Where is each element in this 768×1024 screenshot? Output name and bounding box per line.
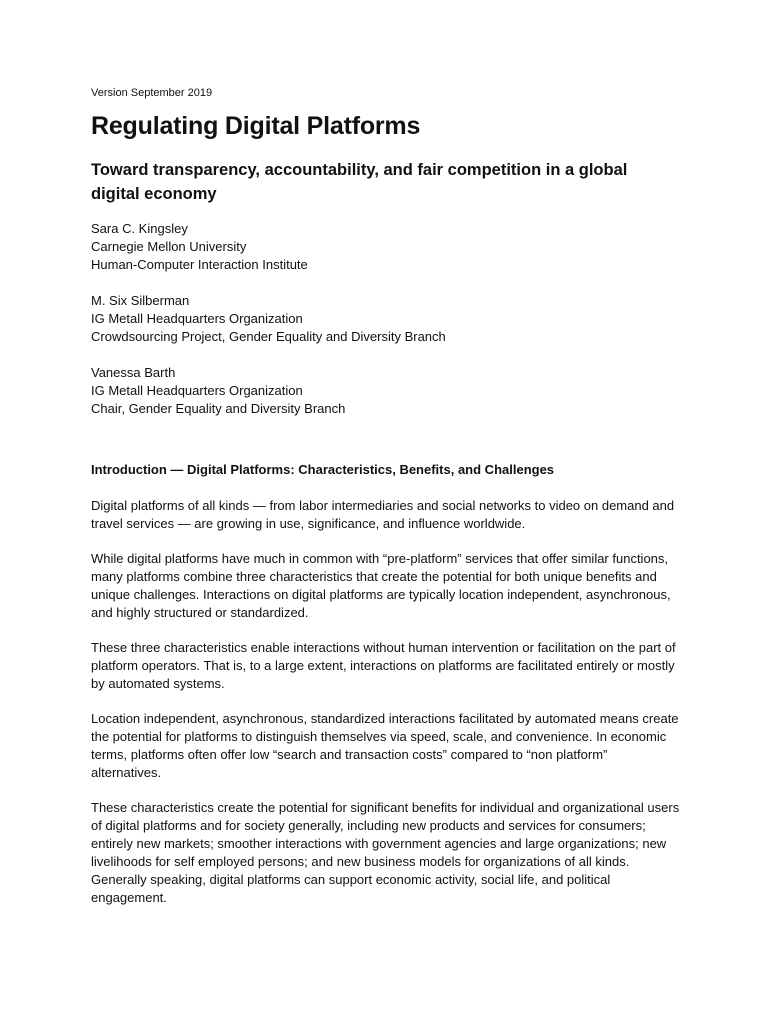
body-paragraph: Location independent, asynchronous, standardized interactions facilitated by automated means create the potential for platforms to distinguish themselves via speed, scale, and convenience. In economic terms, platforms often offer low “search and transaction costs” compared to “non platform” alternatives. bbox=[91, 711, 679, 780]
document-subtitle: Toward transparency, accountability, and fair competition in a global digital economy bbox=[91, 161, 628, 203]
author-affiliation: Crowdsourcing Project, Gender Equality and Diversity Branch bbox=[91, 329, 446, 344]
author-affiliation: IG Metall Headquarters Organization bbox=[91, 311, 303, 326]
author-name: Sara C. Kingsley bbox=[91, 221, 188, 236]
author-affiliation: Human-Computer Interaction Institute bbox=[91, 257, 308, 272]
document-title: Regulating Digital Platforms bbox=[91, 112, 421, 140]
author-name: Vanessa Barth bbox=[91, 365, 176, 380]
author-affiliation: Carnegie Mellon University bbox=[91, 239, 247, 254]
version-label: Version September 2019 bbox=[91, 87, 213, 99]
author-name: M. Six Silberman bbox=[91, 293, 190, 308]
author-affiliation: IG Metall Headquarters Organization bbox=[91, 383, 303, 398]
body-paragraph: These three characteristics enable interactions without human intervention or facilitation on the part of platform operators. That is, to a large extent, interactions on platforms are facilitated entirely or mostly by automated systems. bbox=[91, 640, 676, 691]
body-paragraph: These characteristics create the potential for significant benefits for individual and organizational users of digital platforms and for society generally, including new products and services for consumers; entirely new markets; smoother interactions with government agencies and large organizations; new livelihoods for self employed persons; and new business models for organizations of all kinds. Generally speaking, digital platforms can support economic activity, social life, and political engagement. bbox=[91, 800, 680, 905]
body-paragraph: While digital platforms have much in common with “pre-platform” services that offer similar functions, many platforms combine three characteristics that create the potential for both unique benefits and unique challenges. Interactions on digital platforms are typically location independent, asynchronous, and highly structured or standardized. bbox=[91, 551, 671, 620]
body-paragraph: Digital platforms of all kinds — from labor intermediaries and social networks to video on demand and travel services — are growing in use, significance, and influence worldwide. bbox=[91, 498, 675, 531]
document-page bbox=[91, 86, 691, 924]
author-affiliation: Chair, Gender Equality and Diversity Branch bbox=[91, 401, 346, 416]
section-heading: Introduction — Digital Platforms: Characteristics, Benefits, and Challenges bbox=[91, 462, 555, 477]
author-block-2 bbox=[91, 292, 691, 346]
author-block-3 bbox=[91, 364, 691, 418]
author-block-1 bbox=[91, 220, 691, 274]
